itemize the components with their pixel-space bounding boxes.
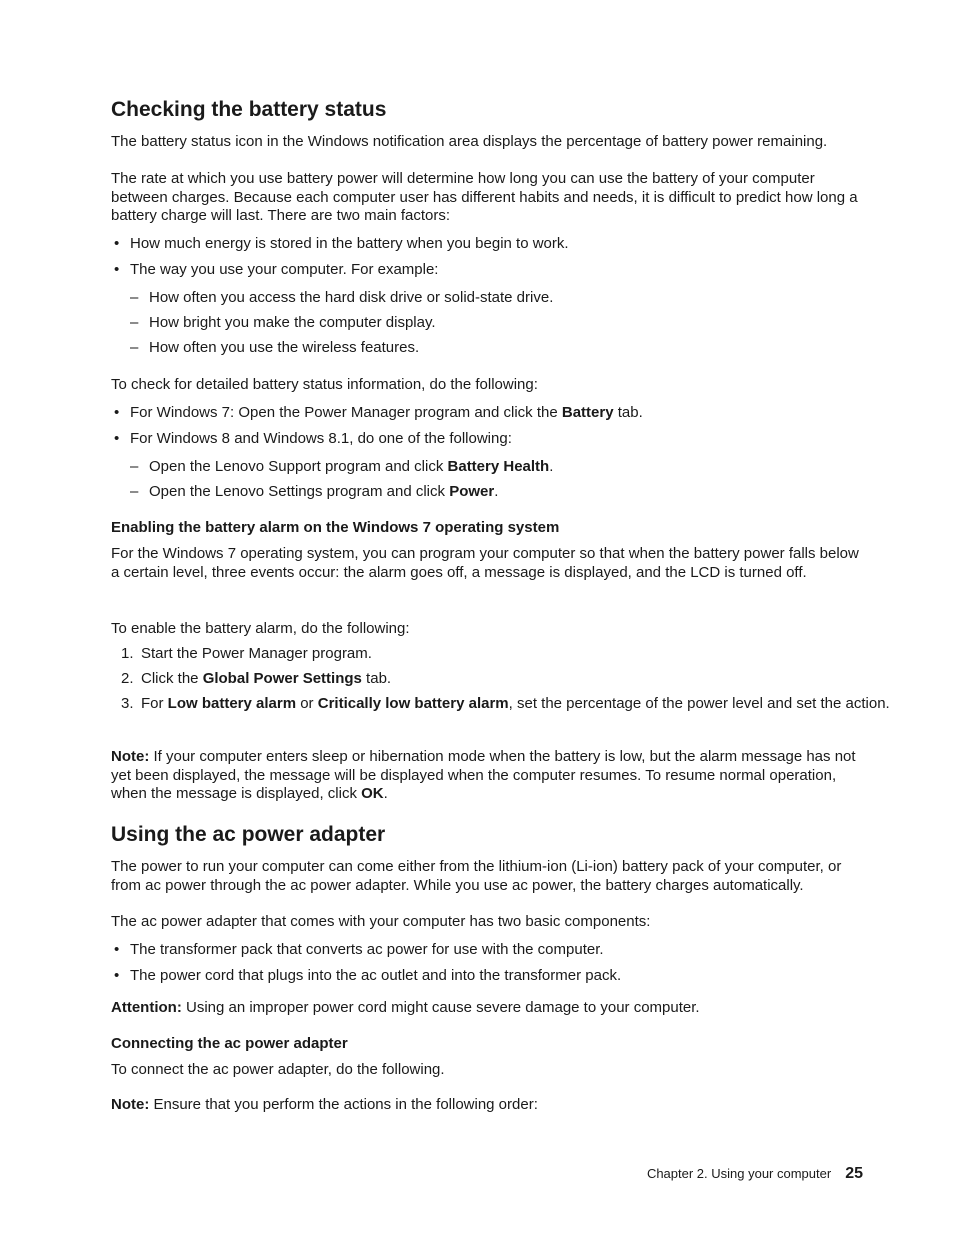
list-item-transformer: • The transformer pack that converts ac power for use with the computer. (111, 941, 882, 960)
page-number: 25 (845, 1165, 863, 1182)
paragraph-connect-intro: To connect the ac power adapter, do the following. (111, 1061, 445, 1078)
paragraph-enable-intro: To enable the battery alarm, do the following: (111, 620, 410, 637)
list-item-usage: • The way you use your computer. For example: (111, 261, 882, 280)
section-heading-battery-status: Checking the battery status (111, 98, 387, 121)
attention-power-cord: Attention: Using an improper power cord might cause severe damage to your computer. (111, 999, 700, 1016)
footer-chapter: Chapter 2. Using your computer (646, 1166, 832, 1181)
subheading-connecting-adapter: Connecting the ac power adapter (111, 1035, 348, 1052)
note-sleep-mode: Note: If your computer enters sleep or hibernation mode when the battery is low, but the alarm message has not yet been displayed, the message will be displayed when the computer resumes. To resume normal operation, when the message is displayed, click OK. (111, 748, 856, 802)
list-item-windows7: • For Windows 7: Open the Power Manager program and click the Battery tab. (111, 404, 882, 423)
paragraph-power-source: The power to run your computer can come either from the lithium-ion (Li-ion) battery pack of your computer, or from ac power through the ac power adapter. While you use ac power, the battery charges automatically. (111, 858, 842, 894)
step-3: 3. For Low battery alarm or Critically low battery alarm, set the percentage of the power level and set the action. (121, 695, 890, 712)
list-item-power-cord: • The power cord that plugs into the ac outlet and into the transformer pack. (111, 967, 882, 986)
step-2: 2. Click the Global Power Settings tab. (121, 670, 392, 687)
sub-item-lenovo-support: – Open the Lenovo Support program and click Battery Health. (111, 458, 901, 477)
paragraph-usage-rate: The rate at which you use battery power will determine how long you can use the battery of your computer between charges. Because each computer user has different habits and needs, it is difficult to predict how long a battery charge will last. There are two main factors: (111, 170, 858, 224)
section-heading-ac-adapter: Using the ac power adapter (111, 823, 386, 846)
page-footer (647, 1165, 863, 1183)
sub-item-disk-access: – How often you access the hard disk drive or solid-state drive. (111, 289, 901, 308)
paragraph-components-intro: The ac power adapter that comes with your computer has two basic components: (111, 913, 651, 930)
note-order: Note: Ensure that you perform the actions in the following order: (111, 1096, 538, 1113)
list-item-windows8: • For Windows 8 and Windows 8.1, do one of the following: (111, 430, 882, 449)
step-1: 1. Start the Power Manager program. (121, 645, 372, 662)
list-item-energy-stored: • How much energy is stored in the battery when you begin to work. (111, 235, 882, 254)
paragraph-check-intro: To check for detailed battery status information, do the following: (111, 376, 538, 393)
paragraph-alarm-desc: For the Windows 7 operating system, you can program your computer so that when the battery power falls below a certain level, three events occur: the alarm goes off, a message is displayed, and the LCD is turned off. (111, 545, 859, 581)
sub-item-wireless: – How often you use the wireless features. (111, 339, 901, 358)
sub-item-lenovo-settings: – Open the Lenovo Settings program and click Power. (111, 483, 901, 502)
subheading-battery-alarm: Enabling the battery alarm on the Windows 7 operating system (111, 519, 560, 536)
paragraph-status-icon: The battery status icon in the Windows notification area displays the percentage of battery power remaining. (111, 133, 828, 150)
sub-item-display-brightness: – How bright you make the computer display. (111, 314, 901, 333)
